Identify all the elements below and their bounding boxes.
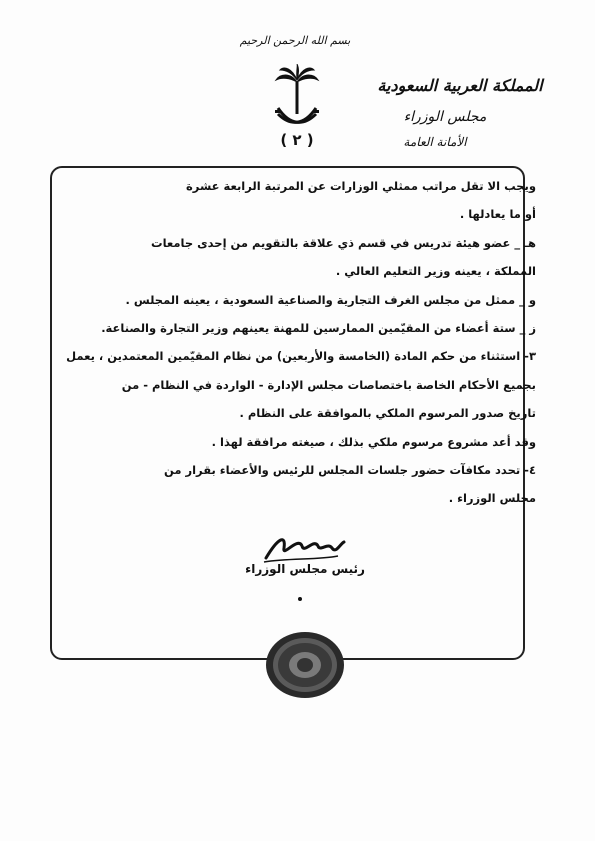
official-seal-icon xyxy=(264,630,346,700)
document-body xyxy=(56,172,536,513)
kingdom-name: المملكة العربية السعودية xyxy=(377,76,543,95)
basmala: بسم الله الرحمن الرحيم xyxy=(239,34,351,47)
body-line: ٤- تحدد مكافآت حضور جلسات المجلس للرئيس والأعضاء بقرار من xyxy=(164,463,536,478)
palm-and-swords-emblem-icon xyxy=(272,64,322,134)
body-line: و _ ممثل من مجلس الغرف التجارية والصناعية السعودية ، يعينه المجلس . xyxy=(125,292,536,307)
body-line: هـ _ عضو هيئة تدريس في قسم ذي علاقة بالتقويم من إحدى جامعات xyxy=(151,235,536,250)
signatory-title: رئيس مجلس الوزراء xyxy=(245,562,365,576)
body-line: أو ما يعادلها . xyxy=(459,207,536,222)
page-number: ( ٢ ) xyxy=(280,131,314,149)
body-line: ٣- استثناء من حكم المادة (الخامسة والأربعين) من نظام المقيّمين المعتمدين ، يعمل xyxy=(66,349,536,364)
dot-mark xyxy=(296,595,304,603)
council-name: مجلس الوزراء xyxy=(403,109,487,125)
body-line: المملكة ، يعينه وزير التعليم العالي . xyxy=(335,264,536,279)
body-line: مجلس الوزراء . xyxy=(448,491,536,506)
body-line: ز _ ستة أعضاء من المقيّمين الممارسين للمهنة يعينهم وزير التجارة والصناعة. xyxy=(101,321,536,336)
letterhead xyxy=(365,76,555,149)
body-line: وقد أعد مشروع مرسوم ملكي بذلك ، صيغته مرافقة لهذا . xyxy=(211,434,536,449)
body-line: ويجب الا تقل مراتب ممثلي الوزارات عن المرتبة الرابعة عشرة xyxy=(186,179,536,193)
body-line: تاريخ صدور المرسوم الملكي بالموافقة على النظام . xyxy=(239,406,536,421)
body-line: بجميع الأحكام الخاصة باختصاصات مجلس الإدارة - الواردة في النظام - من xyxy=(121,377,536,392)
secretariat-name: الأمانة العامة xyxy=(403,135,467,149)
